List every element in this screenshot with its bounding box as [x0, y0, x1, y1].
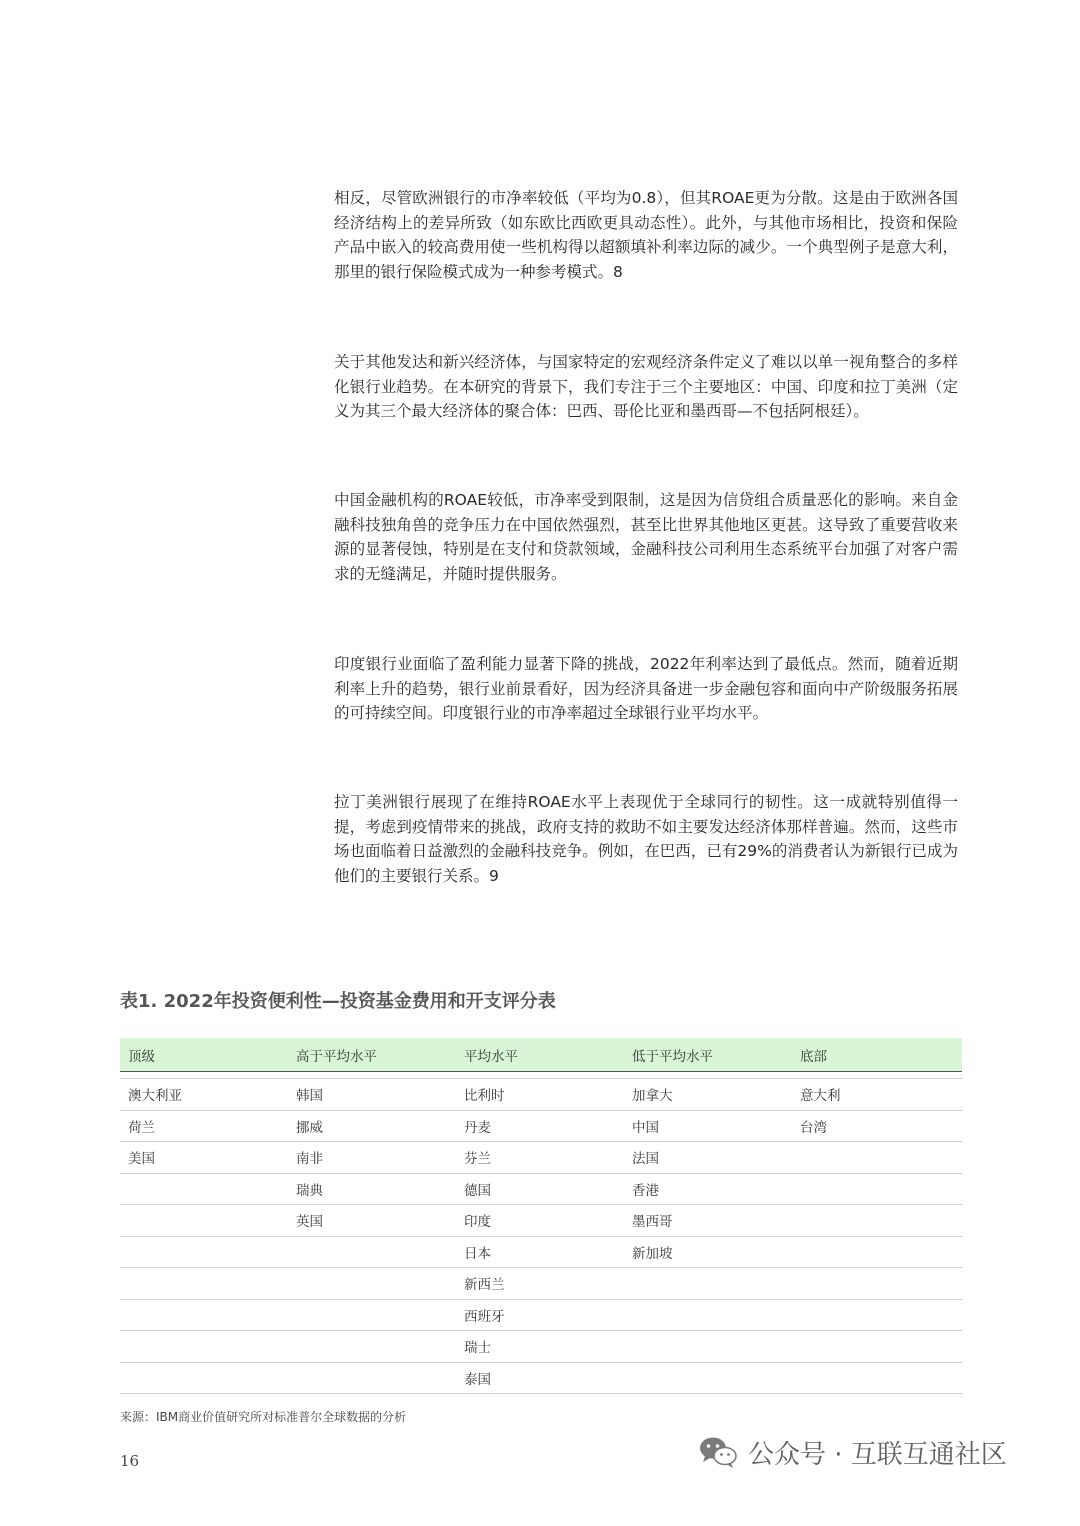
- paragraph-latin-america: 拉丁美洲银行展现了在维持ROAE水平上表现优于全球同行的韧性。这一成就特别值得一提，考虑到疫情带来的挑战，政府支持的救助不如主要发达经济体那样普遍。然而，这些市场也面临着日益激烈的金融科技竞争。例如，在巴西，已有29%的消费者认为新银行已成为他们的主要银行关系。9: [334, 793, 958, 885]
- table-header-divider: [120, 1072, 962, 1079]
- table-cell: [624, 1299, 792, 1331]
- table-row: [120, 1362, 962, 1394]
- table-cell: 墨西哥: [624, 1205, 792, 1237]
- table-cell: 泰国: [456, 1362, 624, 1394]
- table-cell: [792, 1205, 962, 1237]
- table-source: 来源：IBM商业价值研究所对标准普尔全球数据的分析: [120, 1410, 407, 1424]
- header-top: 顶级: [120, 1038, 288, 1072]
- table-cell: [792, 1142, 962, 1174]
- table-cell: 南非: [288, 1142, 456, 1174]
- header-average: 平均水平: [456, 1038, 624, 1072]
- table-cell: [120, 1173, 288, 1205]
- table-cell: 台湾: [792, 1110, 962, 1142]
- table-cell: 法国: [624, 1142, 792, 1174]
- paragraph-china: 中国金融机构的ROAE较低，市净率受到限制，这是因为信贷组合质量恶化的影响。来自金融科技独角兽的竞争压力在中国依然强烈，甚至比世界其他地区更甚。这导致了重要营收来源的显著侵蚀，特别是在支付和贷款领域，金融科技公司利用生态系统平台加强了对客户需求的无缝满足，并随时提供服务。: [334, 491, 958, 583]
- watermark: [698, 1430, 1007, 1474]
- paragraph-other-economies: 关于其他发达和新兴经济体，与国家特定的宏观经济条件定义了难以以单一视角整合的多样化银行业趋势。在本研究的背景下，我们专注于三个主要地区：中国、印度和拉丁美洲（定义为其三个最大经济体的聚合体：巴西、哥伦比亚和墨西哥—不包括阿根廷）。: [334, 353, 958, 420]
- table-row: [120, 1142, 962, 1174]
- table-cell: 德国: [456, 1173, 624, 1205]
- table-cell: 新西兰: [456, 1268, 624, 1300]
- table-cell: [792, 1173, 962, 1205]
- table-cell: [792, 1362, 962, 1394]
- table-cell: [120, 1331, 288, 1363]
- table-cell: 挪威: [288, 1110, 456, 1142]
- table-row: [120, 1205, 962, 1237]
- table-cell: [120, 1299, 288, 1331]
- table-cell: [288, 1362, 456, 1394]
- table-cell: 荷兰: [120, 1110, 288, 1142]
- table-row: [120, 1079, 962, 1111]
- table-cell: 瑞典: [288, 1173, 456, 1205]
- table-cell: 印度: [456, 1205, 624, 1237]
- table-cell: [120, 1205, 288, 1237]
- table-cell: [792, 1236, 962, 1268]
- table-cell: [792, 1331, 962, 1363]
- table-cell: 中国: [624, 1110, 792, 1142]
- table-cell: 丹麦: [456, 1110, 624, 1142]
- wechat-icon: [698, 1435, 738, 1469]
- table-row: [120, 1173, 962, 1205]
- table-cell: 芬兰: [456, 1142, 624, 1174]
- table-cell: 日本: [456, 1236, 624, 1268]
- table-row: [120, 1299, 962, 1331]
- header-above-average: 高于平均水平: [288, 1038, 456, 1072]
- table-cell: [288, 1236, 456, 1268]
- header-below-average: 低于平均水平: [624, 1038, 792, 1072]
- table-cell: [288, 1268, 456, 1300]
- table-cell: [792, 1299, 962, 1331]
- table-cell: [624, 1268, 792, 1300]
- table-cell: [120, 1268, 288, 1300]
- table-cell: [792, 1268, 962, 1300]
- table-cell: [624, 1362, 792, 1394]
- table-cell: [120, 1236, 288, 1268]
- paragraph-europe: 相反，尽管欧洲银行的市净率较低（平均为0.8），但其ROAE更为分散。这是由于欧洲各国经济结构上的差异所致（如东欧比西欧更具动态性）。此外，与其他市场相比，投资和保险产品中嵌入的较高费用使一些机构得以超额填补利率边际的减少。一个典型例子是意大利，那里的银行保险模式成为一种参考模式。8: [334, 189, 958, 281]
- table-cell: 比利时: [456, 1079, 624, 1111]
- paragraph-india: 印度银行业面临了盈利能力显著下降的挑战，2022年利率达到了最低点。然而，随着近期利率上升的趋势，银行业前景看好，因为经济具备进一步金融包容和面向中产阶级服务拓展的可持续空间。印度银行业的市净率超过全球银行业平均水平。: [334, 655, 958, 722]
- table-cell: [120, 1362, 288, 1394]
- table-cell: 新加坡: [624, 1236, 792, 1268]
- table-cell: 韩国: [288, 1079, 456, 1111]
- table-cell: 西班牙: [456, 1299, 624, 1331]
- table-row: [120, 1268, 962, 1300]
- table-cell: [624, 1331, 792, 1363]
- table-row: [120, 1331, 962, 1363]
- table-cell: 香港: [624, 1173, 792, 1205]
- table-cell: 加拿大: [624, 1079, 792, 1111]
- watermark-text: 公众号 · 互联互通社区: [748, 1439, 1007, 1470]
- header-bottom: 底部: [792, 1038, 962, 1072]
- table-title: 表1. 2022年投资便利性—投资基金费用和开支评分表: [120, 991, 556, 1012]
- table-row: [120, 1110, 962, 1142]
- table-cell: [288, 1331, 456, 1363]
- table-cell: 美国: [120, 1142, 288, 1174]
- ranking-table: [120, 1038, 962, 1394]
- table-cell: 澳大利亚: [120, 1079, 288, 1111]
- page-number: 16: [120, 1452, 140, 1470]
- table-cell: 瑞士: [456, 1331, 624, 1363]
- table-header-row: [120, 1038, 962, 1072]
- table-cell: [288, 1299, 456, 1331]
- table-cell: 英国: [288, 1205, 456, 1237]
- table-cell: 意大利: [792, 1079, 962, 1111]
- table-row: [120, 1236, 962, 1268]
